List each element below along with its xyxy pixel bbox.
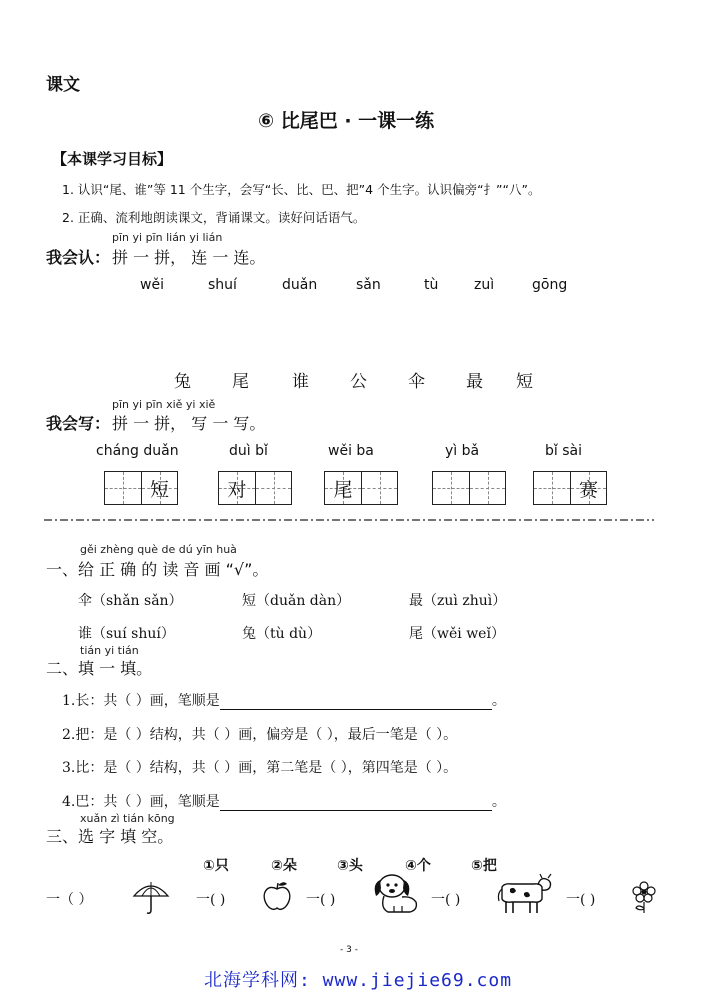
dog-icon — [370, 870, 422, 916]
blank-flower[interactable]: 一( ) — [566, 892, 596, 908]
apple-icon — [260, 880, 294, 912]
char-item[interactable]: 短 — [516, 372, 533, 392]
q1-pinyin: gěi zhèng què de dú yīn huà — [80, 543, 237, 556]
recognize-pinyin: pīn yi pīn lián yi lián — [112, 231, 223, 244]
blank-apple[interactable]: 一( ) — [196, 892, 226, 908]
pinyin-item[interactable]: tù — [424, 277, 439, 293]
reading-choice[interactable]: 谁（suí shuí） — [78, 626, 175, 642]
cut-line — [44, 517, 654, 523]
option-2: ②朵 — [271, 858, 297, 874]
goals-header: 【本课学习目标】 — [52, 150, 173, 168]
tian-grid[interactable] — [432, 471, 506, 505]
pinyin-item[interactable]: gōng — [532, 277, 568, 293]
answer-blank[interactable] — [220, 695, 492, 710]
q1-title: 一、给 正 确 的 读 音 画 “√”。 — [46, 560, 269, 579]
option-3: ③头 — [337, 858, 363, 874]
fill-line-2[interactable]: 2.把：是（ ）结构，共（ ）画，偏旁是（ ），最后一笔是（ ）。 — [62, 727, 458, 743]
cow-icon — [496, 873, 554, 915]
q3-pinyin: xuǎn zì tián kōng — [80, 812, 175, 825]
fill-line-1: 1.长：共（ ）画，笔顺是 。 — [62, 693, 506, 709]
char-item[interactable]: 兔 — [174, 372, 191, 392]
fill-line-4: 4.巴：共（ ）画，笔顺是 。 — [62, 794, 506, 810]
q2-title: 二、填 一 填。 — [46, 659, 153, 678]
tian-grid[interactable]: 赛 — [533, 471, 607, 505]
watermark-link[interactable]: 北海学科网: www.jiejie69.com — [204, 970, 513, 991]
write-word-pinyin: cháng duǎn — [96, 443, 179, 459]
reading-choice[interactable]: 伞（shǎn sǎn） — [78, 593, 183, 609]
reading-choice[interactable]: 最（zuì zhuì） — [409, 593, 507, 609]
write-label: 我会写： — [46, 414, 111, 433]
blank-umbrella[interactable]: 一（ ） — [46, 892, 93, 908]
option-4: ④个 — [405, 858, 431, 874]
char-row — [174, 367, 574, 391]
pinyin-item[interactable]: sǎn — [356, 277, 381, 293]
tian-grid[interactable]: 对 — [218, 471, 292, 505]
pinyin-item[interactable]: duǎn — [282, 277, 318, 293]
umbrella-icon — [132, 878, 170, 916]
char-item[interactable]: 最 — [466, 372, 483, 392]
fill-line-3[interactable]: 3.比：是（ ）结构，共（ ）画，第二笔是（ ），第四笔是（ ）。 — [62, 760, 458, 776]
char-item[interactable]: 伞 — [408, 372, 425, 392]
write-word-pinyin: yì bǎ — [445, 443, 480, 459]
q3-title: 三、选 字 填 空。 — [46, 827, 174, 846]
reading-choice[interactable]: 兔（tù dù） — [242, 626, 322, 642]
section-label: 课文 — [46, 75, 80, 95]
option-5: ⑤把 — [471, 858, 497, 874]
goal-2: 2. 正确、流利地朗读课文，背诵课文。读好问话语气。 — [62, 210, 366, 225]
reading-choice[interactable]: 短（duǎn dàn） — [242, 593, 351, 609]
answer-blank[interactable] — [220, 796, 492, 811]
page-title: ⑥ 比尾巴 · 一课一练 — [258, 110, 435, 132]
write-word-pinyin: duì bǐ — [229, 443, 268, 459]
write-instruction: 拼 一 拼， 写 一 写。 — [112, 414, 266, 433]
flower-icon — [630, 880, 658, 914]
option-1: ①只 — [203, 858, 229, 874]
page-number: - 3 - — [340, 945, 358, 955]
pinyin-item[interactable]: wěi — [140, 277, 164, 293]
write-word-pinyin: bǐ sài — [545, 443, 582, 459]
pinyin-item[interactable]: zuì — [474, 277, 495, 293]
q2-pinyin: tián yi tián — [80, 644, 139, 657]
write-pinyin: pīn yi pīn xiě yi xiě — [112, 398, 216, 411]
pinyin-row — [140, 277, 580, 297]
char-item[interactable]: 尾 — [232, 372, 249, 392]
tian-grid[interactable]: 尾 — [324, 471, 398, 505]
reading-choice[interactable]: 尾（wěi weǐ） — [409, 626, 505, 642]
blank-cow[interactable]: 一( ) — [431, 892, 461, 908]
goal-1: 1. 认识“尾、谁”等 11 个生字，会写“长、比、巴、把”4 个生字。认识偏旁“扌”“八”。 — [62, 182, 541, 197]
pinyin-item[interactable]: shuí — [208, 277, 237, 293]
recognize-instruction: 拼 一 拼， 连 一 连。 — [112, 248, 266, 267]
write-word-pinyin: wěi ba — [328, 443, 374, 459]
char-item[interactable]: 谁 — [292, 372, 309, 392]
blank-dog[interactable]: 一( ) — [306, 892, 336, 908]
char-item[interactable]: 公 — [350, 372, 367, 392]
recognize-label: 我会认： — [46, 248, 111, 267]
tian-grid[interactable]: 短 — [104, 471, 178, 505]
